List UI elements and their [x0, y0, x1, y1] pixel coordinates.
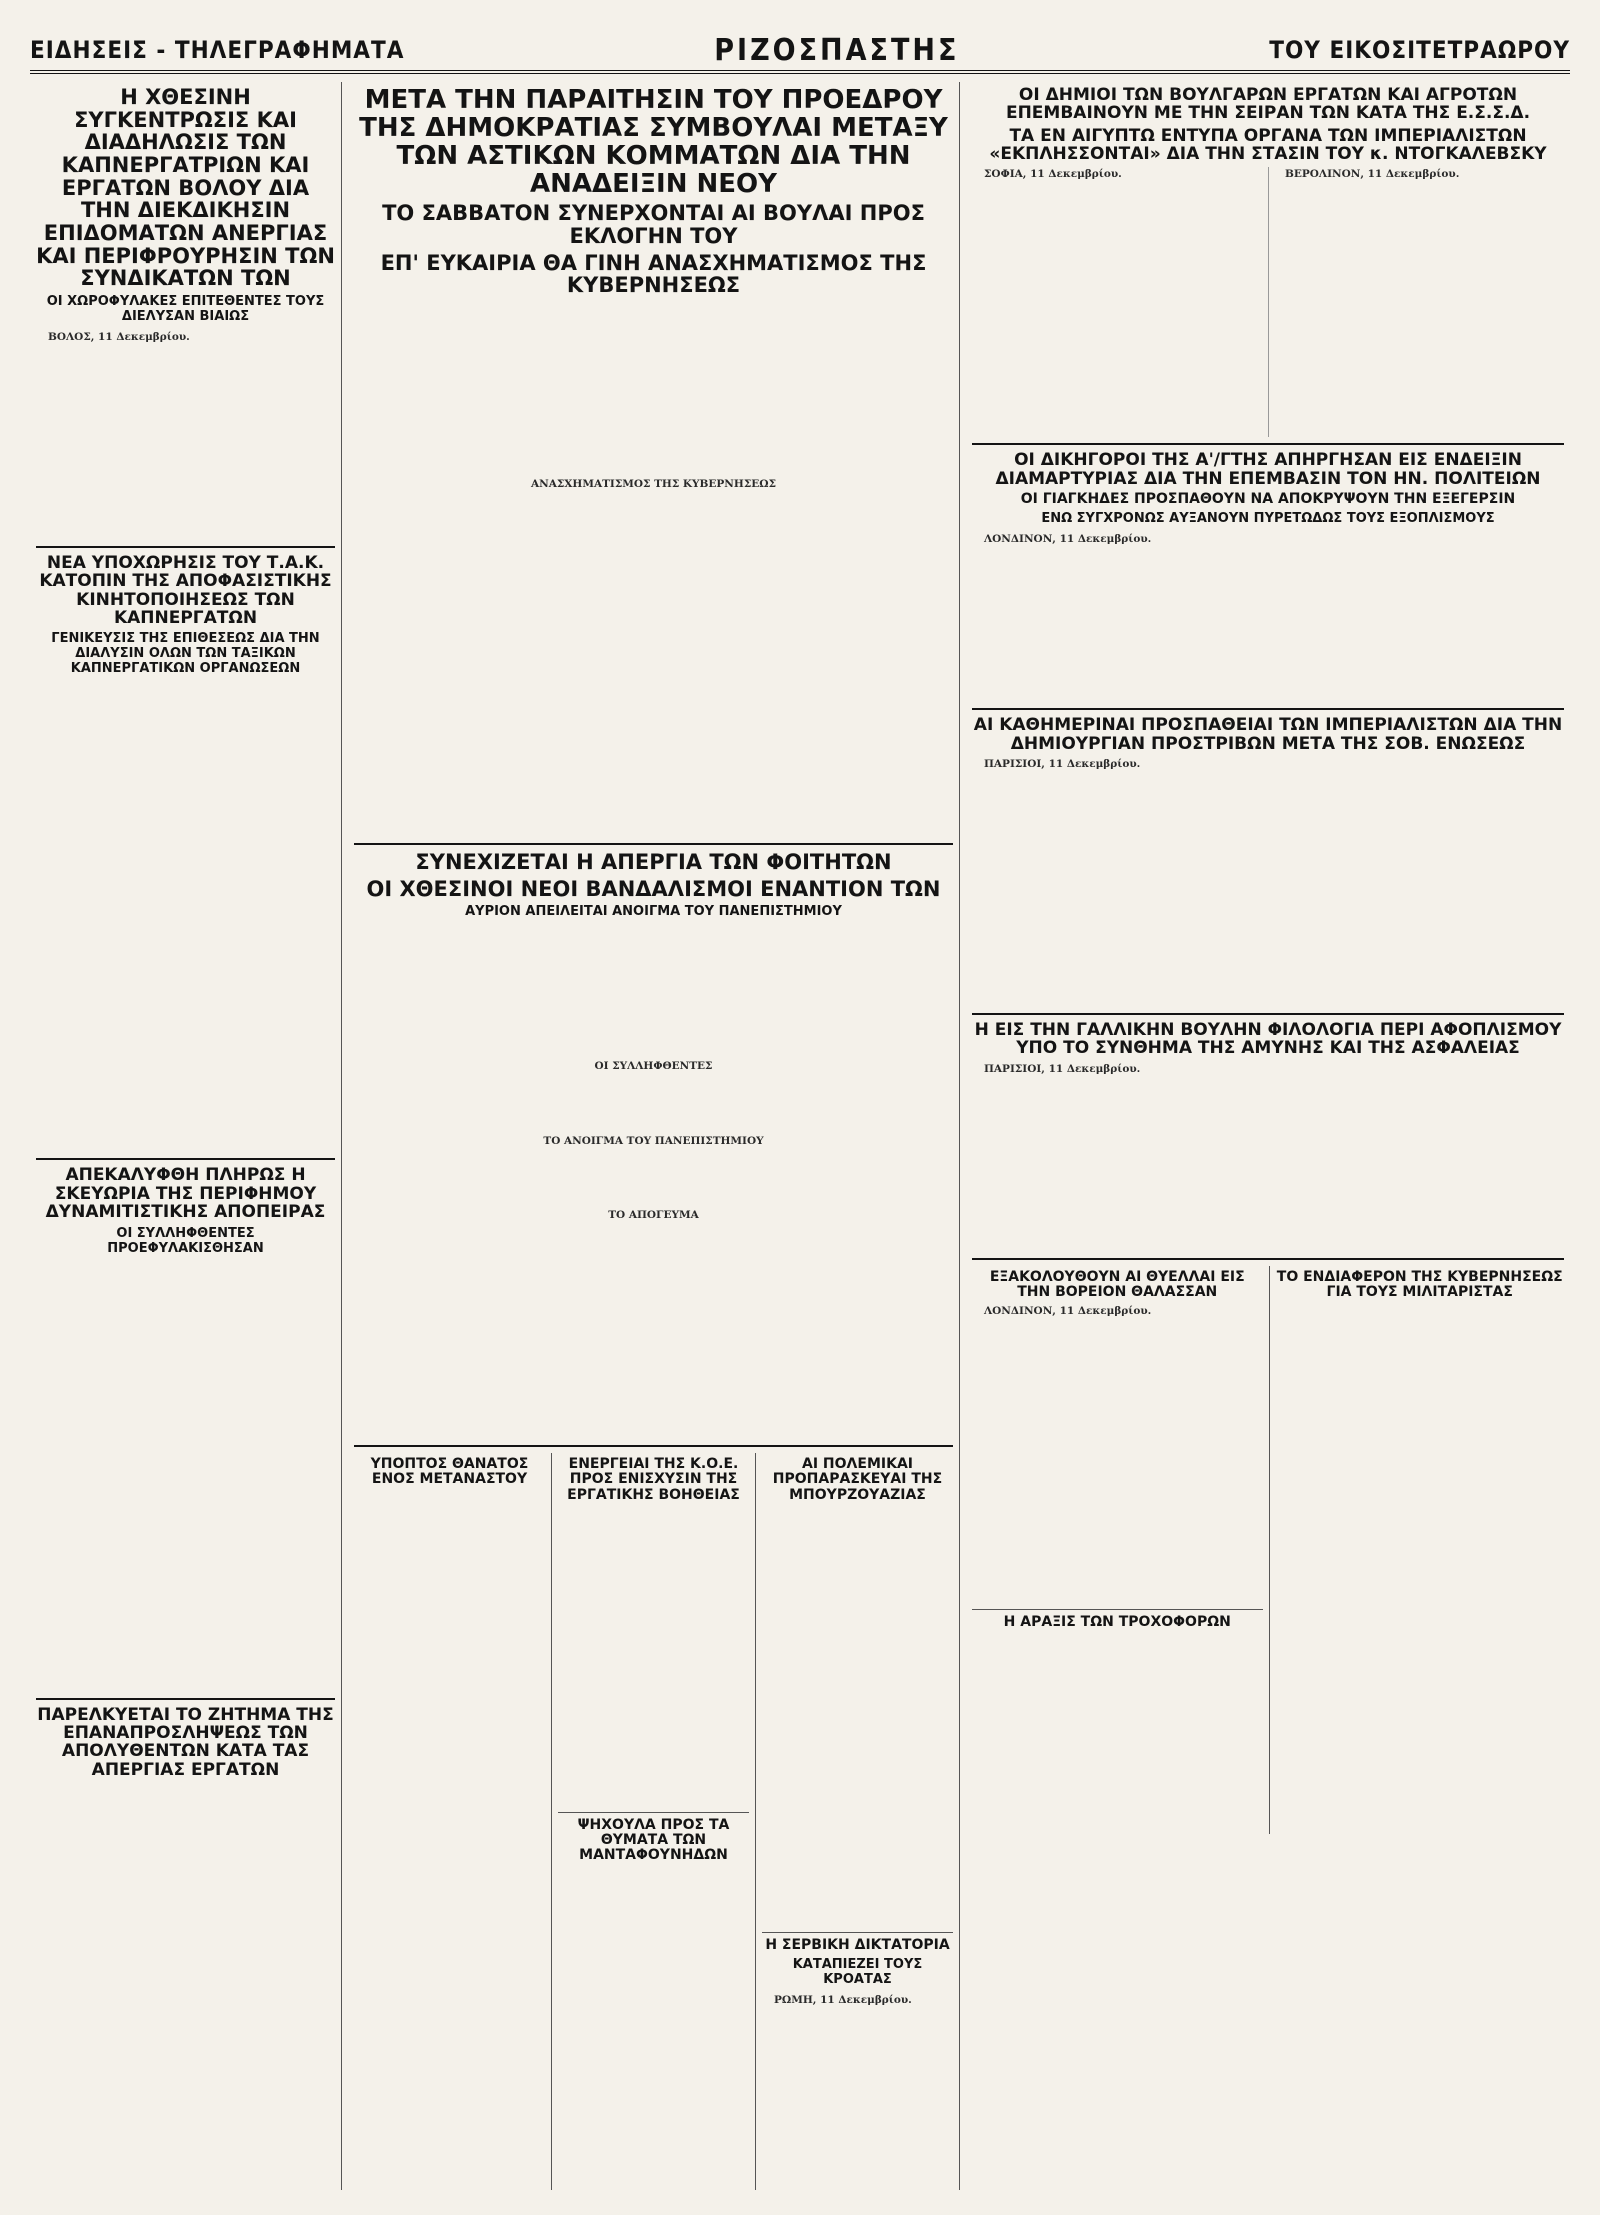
dateline: ΠΑΡΙΣΙΟΙ, 11 Δεκεμβρίου.	[984, 757, 1141, 770]
article-body	[972, 167, 1564, 437]
column-center	[348, 82, 960, 2190]
section-heading: ΤΟ ΑΠΟΓΕΥΜΑ	[608, 1208, 699, 1221]
article-subheadline: ΟΙ ΓΙΑΓΚΗΔΕΣ ΠΡΟΣΠΑΘΟΥΝ ΝΑ ΑΠΟΚΡΥΨΟΥΝ ΤΗΝ ΕΞΕΓΕΡΣΙΝ	[1020, 491, 1516, 508]
section-label-right: ΤΟΥ ΕΙΚΟΣΙΤΕΤΡΑΩΡΟΥ	[1269, 36, 1570, 64]
article-headline: ΑΙ ΠΟΛΕΜΙΚΑΙ ΠΡΟΠΑΡΑΣΚΕΥΑΙ ΤΗΣ ΜΠΟΥΡΖΟΥΑΖΙΑΣ	[772, 1456, 943, 1503]
lower-articles-row	[972, 1266, 1564, 1834]
article-subheadline: ΚΑΤΑΠΙΕΖΕΙ ΤΟΥΣ ΚΡΟΑΤΑΣ	[792, 1956, 923, 1987]
article-headline: Η ΣΕΡΒΙΚΗ ΔΙΚΤΑΤΟΡΙΑ	[765, 1936, 950, 1953]
article-subheadline: ΟΙ ΧΩΡΟΦΥΛΑΚΕΣ ΕΠΙΤΕΘΕΝΤΕΣ ΤΟΥΣ ΔΙΕΛΥΣΑΝ ΒΙΑΙΩΣ	[46, 294, 325, 325]
section-heading: ΤΟ ΑΝΟΙΓΜΑ ΤΟΥ ΠΑΝΕΠΙΣΤΗΜΙΟΥ	[543, 1134, 764, 1147]
divider	[972, 1258, 1564, 1260]
article-subheadline: ΟΙ ΧΘΕΣΙΝΟΙ ΝΕΟΙ ΒΑΝΔΑΛΙΣΜΟΙ ΕΝΑΝΤΙΟΝ ΤΩΝ	[366, 876, 941, 901]
article-body	[354, 1492, 545, 2190]
article-headline: ΕΞΑΚΟΛΟΥΘΟΥΝ ΑΙ ΘΥΕΛΛΑΙ ΕΙΣ ΤΗΝ ΒΟΡΕΙΟΝ ΘΑΛΑΣΣΑΝ	[989, 1268, 1245, 1300]
article-column	[354, 1453, 552, 2190]
article-body	[972, 1634, 1263, 1834]
article-headline: ΤΟ ΕΝΔΙΑΦΕΡΟΝ ΤΗΣ ΚΥΒΕΡΝΗΣΕΩΣ ΓΙΑ ΤΟΥΣ ΜΙΛΙΤΑΡΙΣΤΑΣ	[1276, 1268, 1563, 1300]
article-headline: ΥΠΟΠΤΟΣ ΘΑΝΑΤΟΣ ΕΝΟΣ ΜΕΤΑΝΑΣΤΟΥ	[370, 1456, 529, 1488]
article-headline: ΟΙ ΔΗΜΙΟΙ ΤΩΝ ΒΟΥΛΓΑΡΩΝ ΕΡΓΑΤΩΝ ΚΑΙ ΑΓΡΟΤΩΝ ΕΠΕΜΒΑΙΝΟΥΝ ΜΕ ΤΗΝ ΣΕΙΡΑΝ ΤΩΝ ΚΑΤΑ ΤΗΣ Ε.Σ.Σ.Δ.	[1005, 85, 1531, 124]
article-subheadline: ΕΠ' ΕΥΚΑΙΡΙΑ ΘΑ ΓΙΝΗ ΑΝΑΣΧΗΜΑΤΙΣΜΟΣ ΤΗΣ ΚΥΒΕΡΝΗΣΕΩΣ	[380, 250, 927, 298]
article-body	[36, 682, 335, 1152]
newspaper-page	[30, 30, 1570, 2190]
article-body	[36, 330, 335, 540]
divider	[36, 1158, 335, 1160]
article-headline: ΑΙ ΚΑΘΗΜΕΡΙΝΑΙ ΠΡΟΣΠΑΘΕΙΑΙ ΤΩΝ ΙΜΠΕΡΙΑΛΙΣΤΩΝ ΔΙΑ ΤΗΝ ΔΗΜΙΟΥΡΓΙΑΝ ΠΡΟΣΤΡΙΒΩΝ ΜΕΤΑ ΤΗΣ ΣΟΒ. ΕΝΩΣΕΩΣ	[973, 715, 1563, 754]
newspaper-title: ΡΙΖΟΣΠΑΣΤΗΣ	[714, 32, 960, 68]
article-headline: Η ΑΡΑΞΙΣ ΤΩΝ ΤΡΟΧΟΦΟΡΩΝ	[1003, 1613, 1231, 1630]
masthead	[30, 30, 1570, 74]
article-body	[972, 757, 1564, 1007]
article-headline: ΟΙ ΔΙΚΗΓΟΡΟΙ ΤΗΣ Α'/ΓΤΗΣ ΑΠΗΡΓΗΣΑΝ ΕΙΣ ΕΝΔΕΙΞΙΝ ΔΙΑΜΑΡΤΥΡΙΑΣ ΔΙΑ ΤΗΝ ΕΠΕΜΒΑΣΙΝ ΤΟΝ ΗΝ. ΠΟΛΙΤΕΙΩΝ	[995, 450, 1541, 489]
article-headline: ΑΠΕΚΑΛΥΦΘΗ ΠΛΗΡΩΣ Η ΣΚΕΥΩΡΙΑ ΤΗΣ ΠΕΡΙΦΗΜΟΥ ΔΥΝΑΜΙΤΙΣΤΙΚΗΣ ΑΠΟΠΕΙΡΑΣ	[45, 1165, 326, 1223]
divider	[972, 443, 1564, 445]
dateline: ΒΟΛΟΣ, 11 Δεκεμβρίου.	[48, 331, 190, 344]
divider	[972, 708, 1564, 710]
column-right	[966, 82, 1570, 2190]
divider	[354, 843, 953, 845]
article-body	[972, 532, 1564, 702]
divider	[972, 1609, 1263, 1610]
article-body	[972, 1304, 1263, 1604]
article-subheadline: ΟΙ ΣΥΛΛΗΦΘΕΝΤΕΣ ΠΡΟΕΦΥΛΑΚΙΣΘΗΣΑΝ	[107, 1225, 264, 1256]
article-subheadline: ΑΥΡΙΟΝ ΑΠΕΙΛΕΙΤΑΙ ΑΝΟΙΓΜΑ ΤΟΥ ΠΑΝΕΠΙΣΤΗΜΙΟΥ	[465, 904, 842, 920]
dateline: ΡΩΜΗ, 11 Δεκεμβρίου.	[774, 1993, 912, 2006]
section-label: ΕΙΔΗΣΕΙΣ - ΤΗΛΕΓΡΑΦΗΜΑΤΑ	[30, 36, 405, 64]
article-body	[972, 1062, 1564, 1252]
dateline: ΛΟΝΔΙΝΟΝ, 11 Δεκεμβρίου.	[984, 533, 1152, 546]
article-column	[756, 1453, 953, 2190]
article-headline: ΕΝΕΡΓΕΙΑΙ ΤΗΣ Κ.Ο.Ε. ΠΡΟΣ ΕΝΙΣΧΥΣΙΝ ΤΗΣ ΕΡΓΑΤΙΚΗΣ ΒΟΗΘΕΙΑΣ	[567, 1456, 740, 1503]
article-body	[762, 1507, 953, 1927]
article-headline: ΠΑΡΕΛΚΥΕΤΑΙ ΤΟ ΖΗΤΗΜΑ ΤΗΣ ΕΠΑΝΑΠΡΟΣΛΗΨΕΩΣ ΤΩΝ ΑΠΟΛΥΘΕΝΤΩΝ ΚΑΤΑ ΤΑΣ ΑΠΕΡΓΙΑΣ ΕΡΓΑΤΩΝ	[37, 1704, 334, 1780]
article-body	[36, 1783, 335, 2163]
section-heading: ΑΝΑΣΧΗΜΑΤΙΣΜΟΣ ΤΗΣ ΚΥΒΕΡΝΗΣΕΩΣ	[530, 478, 777, 490]
lower-articles-row	[354, 1453, 953, 2190]
divider	[36, 546, 335, 548]
article-headline: Η ΧΘΕΣΙΝΗ ΣΥΓΚΕΝΤΡΩΣΙΣ ΚΑΙ ΔΙΑΔΗΛΩΣΙΣ ΤΩΝ ΚΑΠΝΕΡΓΑΤΡΙΩΝ ΚΑΙ ΕΡΓΑΤΩΝ ΒΟΛΟΥ ΔΙΑ ΤΗΝ ΔΙΕΚΔΙΚΗΣΙΝ ΕΠΙΔΟΜΑΤΩΝ ΑΝΕΡΓΙΑΣ ΚΑΙ ΠΕΡΙΦΡΟΥΡΗΣΙΝ ΤΩΝ ΣΥΝΔΙΚΑΤΩΝ ΤΩΝ	[36, 85, 335, 291]
article-column	[552, 1453, 756, 2190]
section-heading: ΟΙ ΣΥΛΛΗΦΘΕΝΤΕΣ	[594, 1060, 713, 1073]
article-headline: ΝΕΑ ΥΠΟΧΩΡΗΣΙΣ ΤΟΥ Τ.Α.Κ. ΚΑΤΟΠΙΝ ΤΗΣ ΑΠΟΦΑΣΙΣΤΙΚΗΣ ΚΙΝΗΤΟΠΟΙΗΣΕΩΣ ΤΩΝ ΚΑΠΝΕΡΓΑΤΩΝ	[39, 553, 332, 629]
article-body	[354, 1059, 953, 1439]
article-headline: Η ΕΙΣ ΤΗΝ ΓΑΛΛΙΚΗΝ ΒΟΥΛΗΝ ΦΙΛΟΛΟΓΙΑ ΠΕΡΙ ΑΦΟΠΛΙΣΜΟΥ ΥΠΟ ΤΟ ΣΥΝΘΗΜΑ ΤΗΣ ΑΜΥΝΗΣ ΚΑΙ ΤΗΣ ΑΣΦΑΛΕΙΑΣ	[974, 1019, 1562, 1059]
dateline: ΛΟΝΔΙΝΟΝ, 11 Δεκεμβρίου.	[984, 1304, 1152, 1317]
article-headline: ΣΥΝΕΧΙΖΕΤΑΙ Η ΑΠΕΡΓΙΑ ΤΩΝ ΦΟΙΤΗΤΩΝ	[415, 850, 892, 874]
article-subheadline: ΤΟ ΣΑΒΒΑΤΟΝ ΣΥΝΕΡΧΟΝΤΑΙ ΑΙ ΒΟΥΛΑΙ ΠΡΟΣ ΕΚΛΟΓΗΝ ΤΟΥ	[382, 201, 925, 248]
divider	[354, 1445, 953, 1447]
article-subheadline: ΕΝΩ ΣΥΓΧΡΟΝΩΣ ΑΥΞΑΝΟΥΝ ΠΥΡΕΤΩΔΩΣ ΤΟΥΣ ΕΞΟΠΛΙΣΜΟΥΣ	[1041, 511, 1495, 527]
column-left	[30, 82, 342, 2190]
article-headline: ΨΗΧΟΥΛΑ ΠΡΟΣ ΤΑ ΘΥΜΑΤΑ ΤΩΝ ΜΑΝΤΑΦΟΥΝΗΔΩΝ	[577, 1816, 730, 1863]
article-body	[1276, 1304, 1565, 1824]
article-body	[558, 1867, 749, 2117]
article-subheadline: ΤΑ ΕΝ ΑΙΓΥΠΤΩ ΕΝΤΥΠΑ ΟΡΓΑΝΑ ΤΩΝ ΙΜΠΕΡΙΑΛΙΣΤΩΝ «ΕΚΠΛΗΣΣΟΝΤΑΙ» ΔΙΑ ΤΗΝ ΣΤΑΣΙΝ ΤΟΥ κ. ΝΤΟΓΚΑΛΕΒΣΚΥ	[989, 125, 1547, 165]
divider	[36, 1698, 335, 1700]
article-body	[354, 477, 953, 837]
dateline: ΒΕΡΟΛΙΝΟΝ, 11 Δεκεμβρίου.	[1285, 168, 1460, 181]
article-body	[558, 1507, 749, 1807]
dateline: ΣΟΦΙΑ, 11 Δεκεμβρίου.	[984, 168, 1122, 181]
divider	[558, 1812, 749, 1813]
article-headline: ΜΕΤΑ ΤΗΝ ΠΑΡΑΙΤΗΣΙΝ ΤΟΥ ΠΡΟΕΔΡΟΥ ΤΗΣ ΔΗΜΟΚΡΑΤΙΑΣ ΣΥΜΒΟΥΛΑΙ ΜΕΤΑΞΥ ΤΩΝ ΑΣΤΙΚΩΝ ΚΟΜΜΑΤΩΝ ΔΙΑ ΤΗΝ ΑΝΑΔΕΙΞΙΝ ΝΕΟΥ	[359, 85, 948, 200]
article-subheadline: ΓΕΝΙΚΕΥΣΙΣ ΤΗΣ ΕΠΙΘΕΣΕΩΣ ΔΙΑ ΤΗΝ ΔΙΑΛΥΣΙΝ ΟΛΩΝ ΤΩΝ ΤΑΞΙΚΩΝ ΚΑΠΝΕΡΓΑΤΙΚΩΝ ΟΡΓΑΝΩΣΕΩΝ	[51, 631, 320, 677]
article-body	[36, 1262, 335, 1692]
article-column	[1270, 1266, 1565, 1834]
dateline: ΠΑΡΙΣΙΟΙ, 11 Δεκεμβρίου.	[984, 1062, 1141, 1075]
article-body	[762, 1993, 953, 2173]
article-column	[972, 1266, 1270, 1834]
divider	[762, 1932, 953, 1933]
divider	[972, 1013, 1564, 1015]
